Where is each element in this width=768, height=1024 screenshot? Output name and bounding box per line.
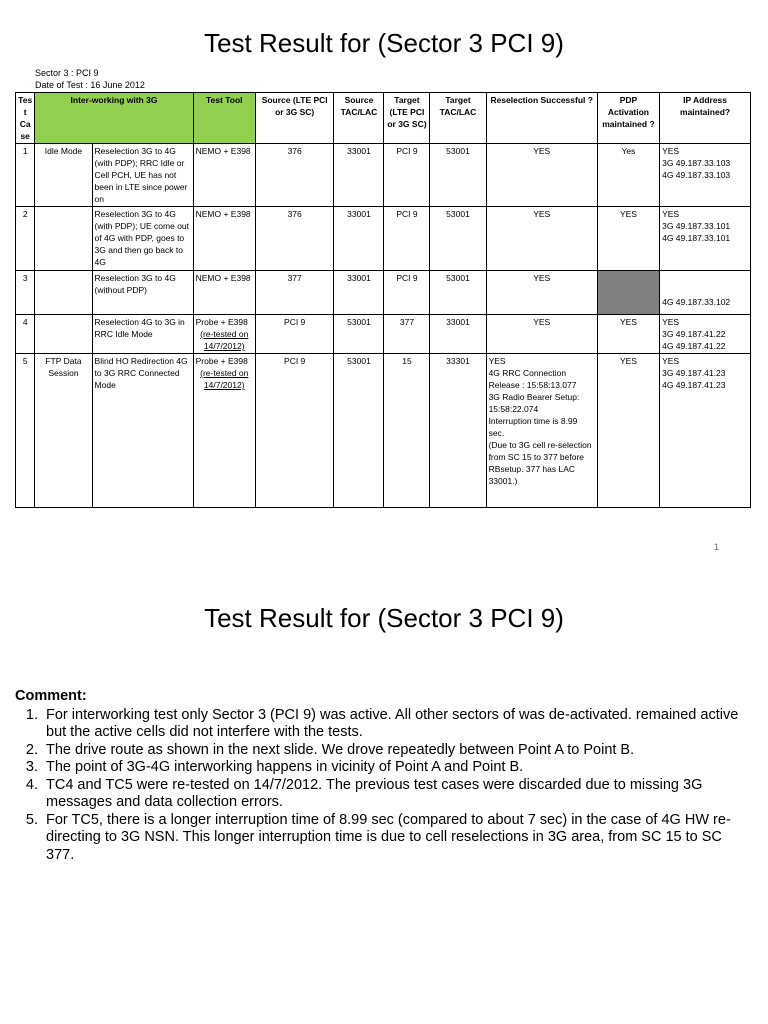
header-target-tac: Target TAC/LAC (430, 93, 486, 144)
test-case-number: 2 (16, 207, 35, 271)
ip-line: 4G 49.187.33.102 (662, 297, 731, 307)
test-tool (193, 315, 255, 354)
mode-label-ftp: FTP Data Session (35, 354, 92, 508)
header-test-tool: Test Tool (193, 93, 255, 144)
mode-cell-continuation (35, 271, 92, 315)
source-cell: 376 (255, 144, 334, 207)
test-description: Blind HO Redirection 4G to 3G RRC Connected Mode (92, 354, 193, 508)
test-tool: NEMO + E398 (193, 271, 255, 315)
source-tac: 33001 (334, 207, 384, 271)
source-cell: PCI 9 (255, 354, 334, 508)
ip-result (660, 315, 751, 354)
test-case-number: 1 (16, 144, 35, 207)
slide-title: Test Result for (Sector 3 PCI 9) (204, 28, 564, 58)
target-cell: 377 (384, 315, 430, 354)
ip-result (660, 144, 751, 207)
sector-label: Sector 3 : PCI 9 (35, 68, 99, 78)
reselection-result (486, 354, 597, 508)
table-row (16, 354, 751, 508)
test-case-number: 5 (16, 354, 35, 508)
test-tool (193, 354, 255, 508)
table-header-row (16, 93, 751, 144)
reselection-line: YES (488, 356, 506, 366)
source-tac: 33001 (334, 144, 384, 207)
reselection-result (486, 271, 597, 315)
ip-line: 4G 49.187.41.22 (662, 341, 726, 351)
ip-line: 4G 49.187.41.23 (662, 380, 726, 390)
mode-label-idle: Idle Mode (35, 144, 92, 207)
test-description: Reselection 3G to 4G (without PDP) (92, 271, 193, 315)
pdp-result: YES (597, 207, 659, 271)
reselection-line: (Due to 3G cell re-selection from SC 15 to 377 before RBsetup. 377 has LAC 33001.) (488, 440, 592, 486)
reselection-line: 4G RRC Connection Release : 15:58:13.077 (488, 368, 577, 390)
retest-note: (re-tested on 14/7/2012) (200, 368, 249, 390)
ip-line: YES (662, 317, 680, 327)
comment-section (15, 688, 745, 864)
reselection-result (486, 315, 597, 354)
test-tool-name: Probe + E398 (195, 356, 248, 366)
comment-item: 3. The point of 3G-4G interworking happens in vicinity of Point A and Point B. (42, 759, 745, 777)
ip-line: 3G 49.187.41.23 (662, 368, 726, 378)
test-results-table (15, 92, 751, 508)
target-cell: PCI 9 (384, 207, 430, 271)
target-tac: 53001 (430, 207, 486, 271)
pdp-result: YES (597, 354, 659, 508)
page-number: 1 (714, 542, 720, 552)
source-tac: 53001 (334, 315, 384, 354)
header-source: Source (LTE PCI or 3G SC) (255, 93, 334, 144)
table-row (16, 207, 751, 271)
ip-result (660, 271, 751, 315)
ip-line (662, 284, 748, 296)
reselection-line: YES (533, 146, 551, 156)
target-cell: PCI 9 (384, 144, 430, 207)
header-source-tac: Source TAC/LAC (334, 93, 384, 144)
ip-line: 4G 49.187.33.103 (662, 170, 731, 180)
table-row (16, 315, 751, 354)
target-cell: 15 (384, 354, 430, 508)
pdp-result-grey (597, 271, 659, 315)
ip-result (660, 354, 751, 508)
ip-line: YES (662, 356, 680, 366)
test-tool: NEMO + E398 (193, 144, 255, 207)
table-row (16, 271, 751, 315)
target-tac: 33001 (430, 315, 486, 354)
header-interworking: Inter-working with 3G (35, 93, 193, 144)
reselection-line: YES (533, 317, 551, 327)
reselection-line: YES (533, 209, 551, 219)
test-case-number: 3 (16, 271, 35, 315)
table-row (16, 144, 751, 207)
reselection-line: 3G Radio Bearer Setup: 15:58:22.074 (488, 392, 580, 414)
header-ip: IP Address maintained? (660, 93, 751, 144)
comment-item: 1. For interworking test only Sector 3 (PCI 9) was active. All other sectors of was de-activated. remained active but the active cells did not interfere with the tests. (42, 707, 745, 742)
comment-item: 5. For TC5, there is a longer interruption time of 8.99 sec (compared to about 7 sec) in the case of 4G HW re-directing to 3G NSN. This longer interruption time is due to cell reselections in 3G area, from SC 15 to SC 377. (42, 812, 745, 865)
ip-line: 4G 49.187.33.101 (662, 233, 731, 243)
header-reselection: Reselection Successful ? (486, 93, 597, 144)
source-cell: PCI 9 (255, 315, 334, 354)
mode-cell-continuation (35, 315, 92, 354)
ip-line: 3G 49.187.33.101 (662, 221, 731, 231)
comment-heading: Comment: (15, 688, 87, 704)
ip-line: YES (662, 209, 680, 219)
retest-note: (re-tested on 14/7/2012) (200, 329, 249, 351)
ip-line (662, 272, 748, 284)
test-description: Reselection 4G to 3G in RRC Idle Mode (92, 315, 193, 354)
source-cell: 376 (255, 207, 334, 271)
comment-list (15, 707, 745, 865)
comment-item: 4. TC4 and TC5 were re-tested on 14/7/2012. The previous test cases were discarded due to missing 3G messages and data collection errors. (42, 777, 745, 812)
reselection-result (486, 144, 597, 207)
test-case-number: 4 (16, 315, 35, 354)
header-target: Target (LTE PCI or 3G SC) (384, 93, 430, 144)
header-pdp: PDP Activation maintained ? (597, 93, 659, 144)
test-description: Reselection 3G to 4G (with PDP); RRC Idle or Cell PCH, UE has not been in LTE since power on (92, 144, 193, 207)
target-tac: 53001 (430, 144, 486, 207)
source-tac: 33001 (334, 271, 384, 315)
header-test-case: Test Case (16, 93, 35, 144)
target-tac: 53001 (430, 271, 486, 315)
slide-title-2: Test Result for (Sector 3 PCI 9) (204, 603, 564, 633)
comment-item: 2. The drive route as shown in the next slide. We drove repeatedly between Point A to Point B. (42, 742, 745, 760)
reselection-line: Interruption time is 8.99 sec. (488, 416, 578, 438)
ip-line: 3G 49.187.41.22 (662, 329, 726, 339)
target-cell: PCI 9 (384, 271, 430, 315)
source-tac: 53001 (334, 354, 384, 508)
pdp-result: YES (597, 315, 659, 354)
reselection-line: YES (533, 273, 551, 283)
source-cell: 377 (255, 271, 334, 315)
ip-result (660, 207, 751, 271)
test-description: Reselection 3G to 4G (with PDP); UE come out of 4G with PDP, goes to 3G and then go back to 4G (92, 207, 193, 271)
ip-line: YES (662, 146, 680, 156)
test-tool-name: Probe + E398 (195, 317, 248, 327)
test-date-label: Date of Test : 16 June 2012 (35, 80, 145, 90)
test-tool: NEMO + E398 (193, 207, 255, 271)
reselection-result (486, 207, 597, 271)
target-tac: 33301 (430, 354, 486, 508)
ip-line: 3G 49.187.33.103 (662, 158, 731, 168)
mode-cell-continuation (35, 207, 92, 271)
pdp-result: Yes (597, 144, 659, 207)
